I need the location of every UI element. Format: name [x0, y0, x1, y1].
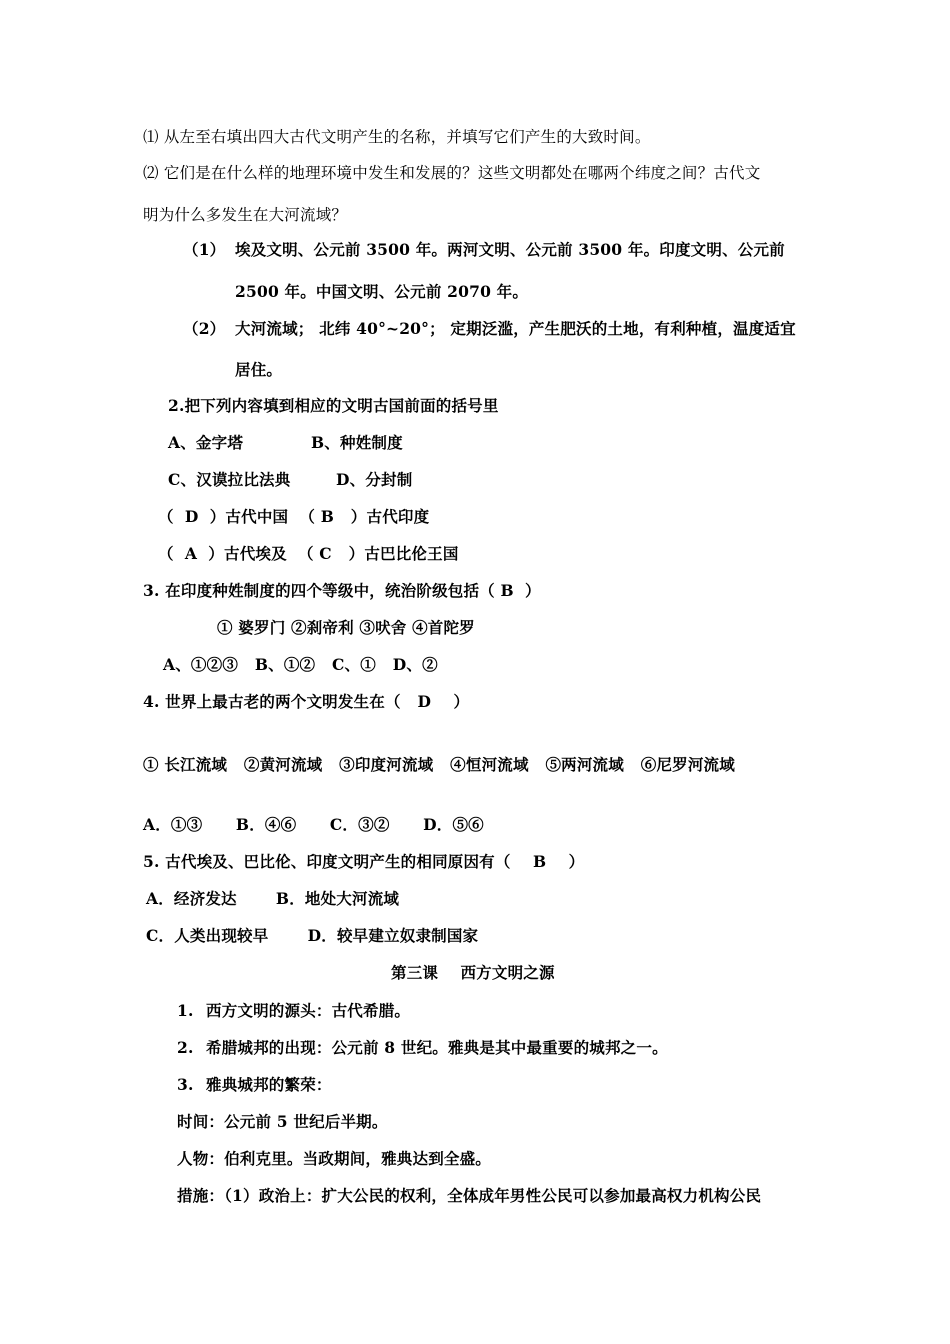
answer-1-line-1: 埃及文明、公元前 3500 年。两河文明、公元前 3500 年。印度文明、公元前 [235, 240, 785, 259]
question-2-answer-row-1: （ D ）古代中国 （ B ）古代印度 [158, 507, 430, 526]
question-5-options-row-2: C．人类出现较早 D．较早建立奴隶制国家 [146, 926, 479, 945]
lesson-3-item-2: 希腊城邦的出现：公元前 8 世纪。雅典是其中最重要的城邦之一。 [206, 1038, 668, 1057]
question-2-title: 2.把下列内容填到相应的文明古国前面的括号里 [168, 396, 499, 415]
answer-2-number: （2） [183, 319, 226, 338]
lesson-3-item-1-number: 1. [177, 1001, 194, 1020]
lesson-3-item-3: 雅典城邦的繁荣： [206, 1075, 332, 1094]
question-3-title: 3. 在印度种姓制度的四个等级中，统治阶级包括（ B ） [143, 581, 541, 600]
lesson-3-item-2-number: 2. [177, 1038, 194, 1057]
lesson-3-measures: 措施：（1）政治上：扩大公民的权利，全体成年男性公民可以参加最高权力机构公民 [177, 1186, 762, 1205]
lesson-3-item-3-number: 3. [177, 1075, 194, 1094]
question-5-options-row-1: A．经济发达 B．地处大河流域 [146, 889, 400, 908]
question-5-title: 5. 古代埃及、巴比伦、印度文明产生的相同原因有（ B ） [143, 852, 585, 871]
question-2-answer-row-2: （ A ）古代埃及 （ C ）古巴比伦王国 [158, 544, 459, 563]
question-4-options: A．①③ B．④⑥ C．③② D．⑤⑥ [143, 815, 484, 834]
lesson-3-item-1: 西方文明的源头：古代希腊。 [206, 1001, 411, 1020]
question-4-title: 4. 世界上最古老的两个文明发生在（ D ） [143, 692, 470, 711]
question-2-option-b: B、种姓制度 [311, 433, 403, 452]
question-1-part-2: ⑵ 它们是在什么样的地理环境中发生和发展的？这些文明都处在哪两个纬度之间？古代文 [143, 164, 761, 182]
lesson-3-person: 人物：伯利克里。当政期间，雅典达到全盛。 [177, 1149, 492, 1168]
question-3-options: A、①②③ B、①② C、① D、② [163, 655, 438, 674]
question-1-part-1: ⑴ 从左至右填出四大古代文明产生的名称，并填写它们产生的大致时间。 [143, 128, 651, 146]
lesson-3-time: 时间：公元前 5 世纪后半期。 [177, 1112, 388, 1131]
answer-2-line-2: 居住。 [235, 360, 283, 379]
question-2-option-d: D、分封制 [336, 470, 413, 489]
question-3-items: ① 婆罗门 ②刹帝利 ③吠舍 ④首陀罗 [217, 618, 475, 637]
answer-2-line-1: 大河流域； 北纬 40°~20°； 定期泛滥，产生肥沃的土地，有利种植，温度适宜 [235, 319, 796, 338]
answer-1-line-2: 2500 年。中国文明、公元前 2070 年。 [235, 282, 529, 301]
lesson-3-heading: 第三课 西方文明之源 [391, 963, 555, 982]
question-2-option-a: A、金字塔 [168, 433, 244, 452]
question-1-part-2-continued: 明为什么多发生在大河流域？ [143, 206, 348, 224]
answer-1-number: （1） [183, 240, 226, 259]
question-2-option-c: C、汉谟拉比法典 [168, 470, 291, 489]
question-4-items: ① 长江流域 ②黄河流域 ③印度河流域 ④恒河流域 ⑤两河流域 ⑥尼罗河流域 [143, 755, 735, 774]
